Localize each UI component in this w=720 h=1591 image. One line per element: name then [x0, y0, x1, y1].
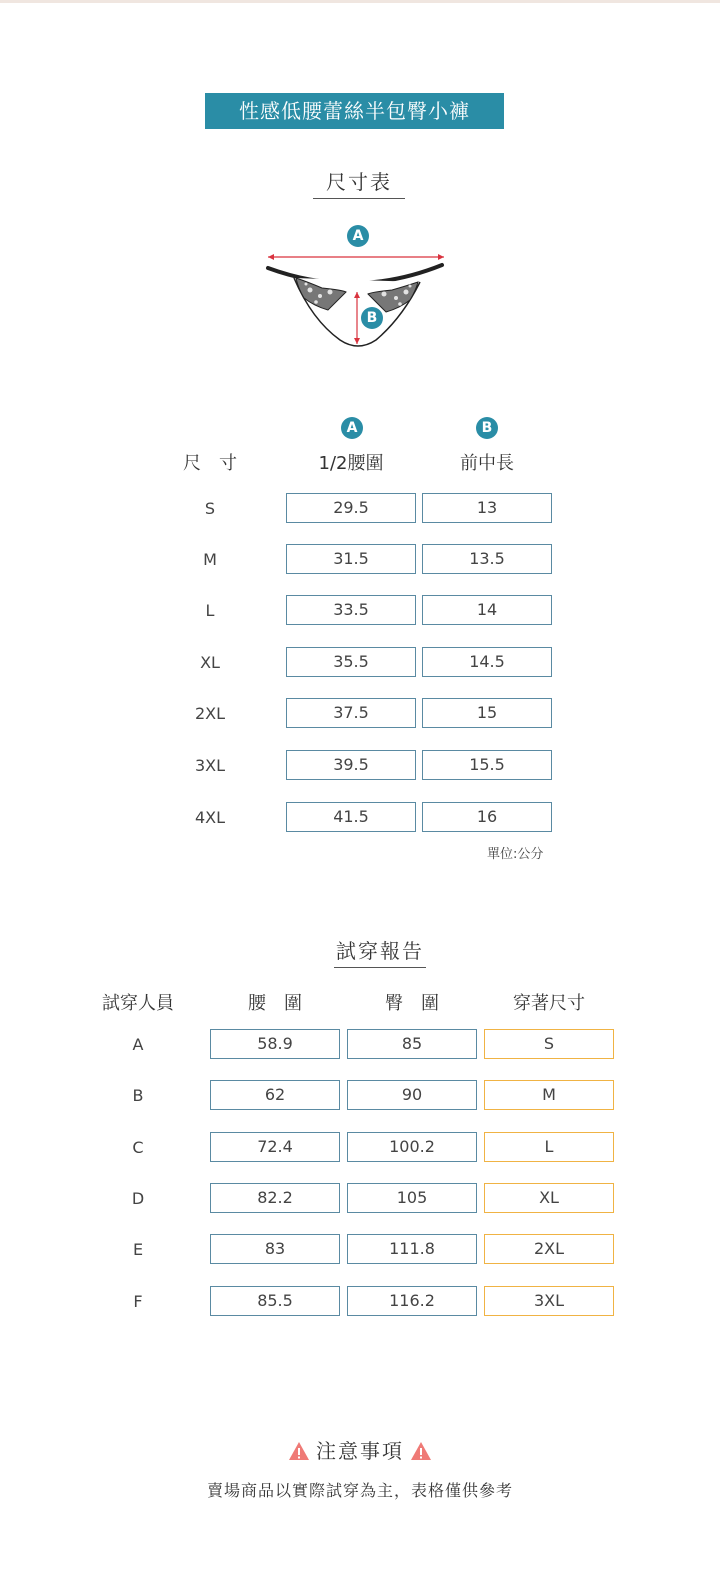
person-label: A — [132, 1035, 144, 1054]
hip-value: 85 — [347, 1029, 477, 1059]
size-label: XL — [200, 653, 220, 672]
half-waist-value: 39.5 — [286, 750, 416, 780]
person-label: B — [132, 1086, 144, 1105]
hip-value: 100.2 — [347, 1132, 477, 1162]
person-label: C — [132, 1138, 144, 1157]
badge-a-header: A — [341, 417, 363, 439]
size-label: M — [203, 550, 217, 569]
front-length-value: 14 — [422, 595, 552, 625]
half-waist-value: 31.5 — [286, 544, 416, 574]
front-length-value: 13.5 — [422, 544, 552, 574]
col-header-waist: 腰 圍 — [248, 993, 302, 1014]
waist-arrow-right — [438, 254, 444, 260]
col-header-size: 尺 寸 — [183, 453, 237, 474]
waist-arrow-left — [268, 254, 274, 260]
size-chart-heading: 尺寸表 — [313, 166, 405, 199]
worn-size-value: XL — [484, 1183, 614, 1213]
size-label: 4XL — [194, 808, 226, 827]
half-waist-value: 29.5 — [286, 493, 416, 523]
worn-size-value: S — [484, 1029, 614, 1059]
size-label: S — [204, 499, 216, 518]
front-length-value: 13 — [422, 493, 552, 523]
hip-value: 90 — [347, 1080, 477, 1110]
waist-value: 62 — [210, 1080, 340, 1110]
half-waist-value: 37.5 — [286, 698, 416, 728]
worn-size-value: L — [484, 1132, 614, 1162]
warning-icon — [288, 1441, 310, 1461]
size-label: L — [205, 601, 215, 620]
product-title-banner: 性感低腰蕾絲半包臀小褲 — [205, 93, 504, 129]
half-waist-value: 33.5 — [286, 595, 416, 625]
hip-value: 116.2 — [347, 1286, 477, 1316]
notice-title: 注意事項 — [316, 1439, 404, 1463]
size-label: 2XL — [194, 704, 226, 723]
badge-b-header: B — [476, 417, 498, 439]
waist-value: 85.5 — [210, 1286, 340, 1316]
front-length-value: 15 — [422, 698, 552, 728]
person-label: F — [133, 1292, 143, 1311]
col-header-half-waist: 1/2腰圍 — [318, 453, 384, 474]
notice-text: 賣場商品以實際試穿為主，表格僅供參考 — [206, 1481, 513, 1500]
col-header-front-length: 前中長 — [460, 453, 514, 474]
notice-title-row — [0, 1435, 720, 1464]
waist-value: 83 — [210, 1234, 340, 1264]
hip-value: 105 — [347, 1183, 477, 1213]
top-divider — [0, 0, 720, 3]
col-header-worn-size: 穿著尺寸 — [513, 993, 585, 1014]
front-length-value: 14.5 — [422, 647, 552, 677]
badge-a-diagram: A — [347, 225, 369, 247]
hip-value: 111.8 — [347, 1234, 477, 1264]
col-header-hip: 臀 圍 — [385, 993, 439, 1014]
half-waist-value: 35.5 — [286, 647, 416, 677]
worn-size-value: 2XL — [484, 1234, 614, 1264]
person-label: D — [131, 1189, 145, 1208]
unit-note: 單位:公分 — [487, 847, 544, 862]
front-length-value: 16 — [422, 802, 552, 832]
person-label: E — [132, 1240, 144, 1259]
front-length-value: 15.5 — [422, 750, 552, 780]
half-waist-value: 41.5 — [286, 802, 416, 832]
warning-icon — [410, 1441, 432, 1461]
waist-value: 58.9 — [210, 1029, 340, 1059]
badge-b-diagram: B — [361, 307, 383, 329]
worn-size-value: M — [484, 1080, 614, 1110]
waist-value: 72.4 — [210, 1132, 340, 1162]
panty-illustration — [260, 220, 460, 355]
worn-size-value: 3XL — [484, 1286, 614, 1316]
col-header-person: 試穿人員 — [102, 993, 174, 1014]
waist-value: 82.2 — [210, 1183, 340, 1213]
size-label: 3XL — [194, 756, 226, 775]
fit-report-heading: 試穿報告 — [334, 935, 426, 968]
